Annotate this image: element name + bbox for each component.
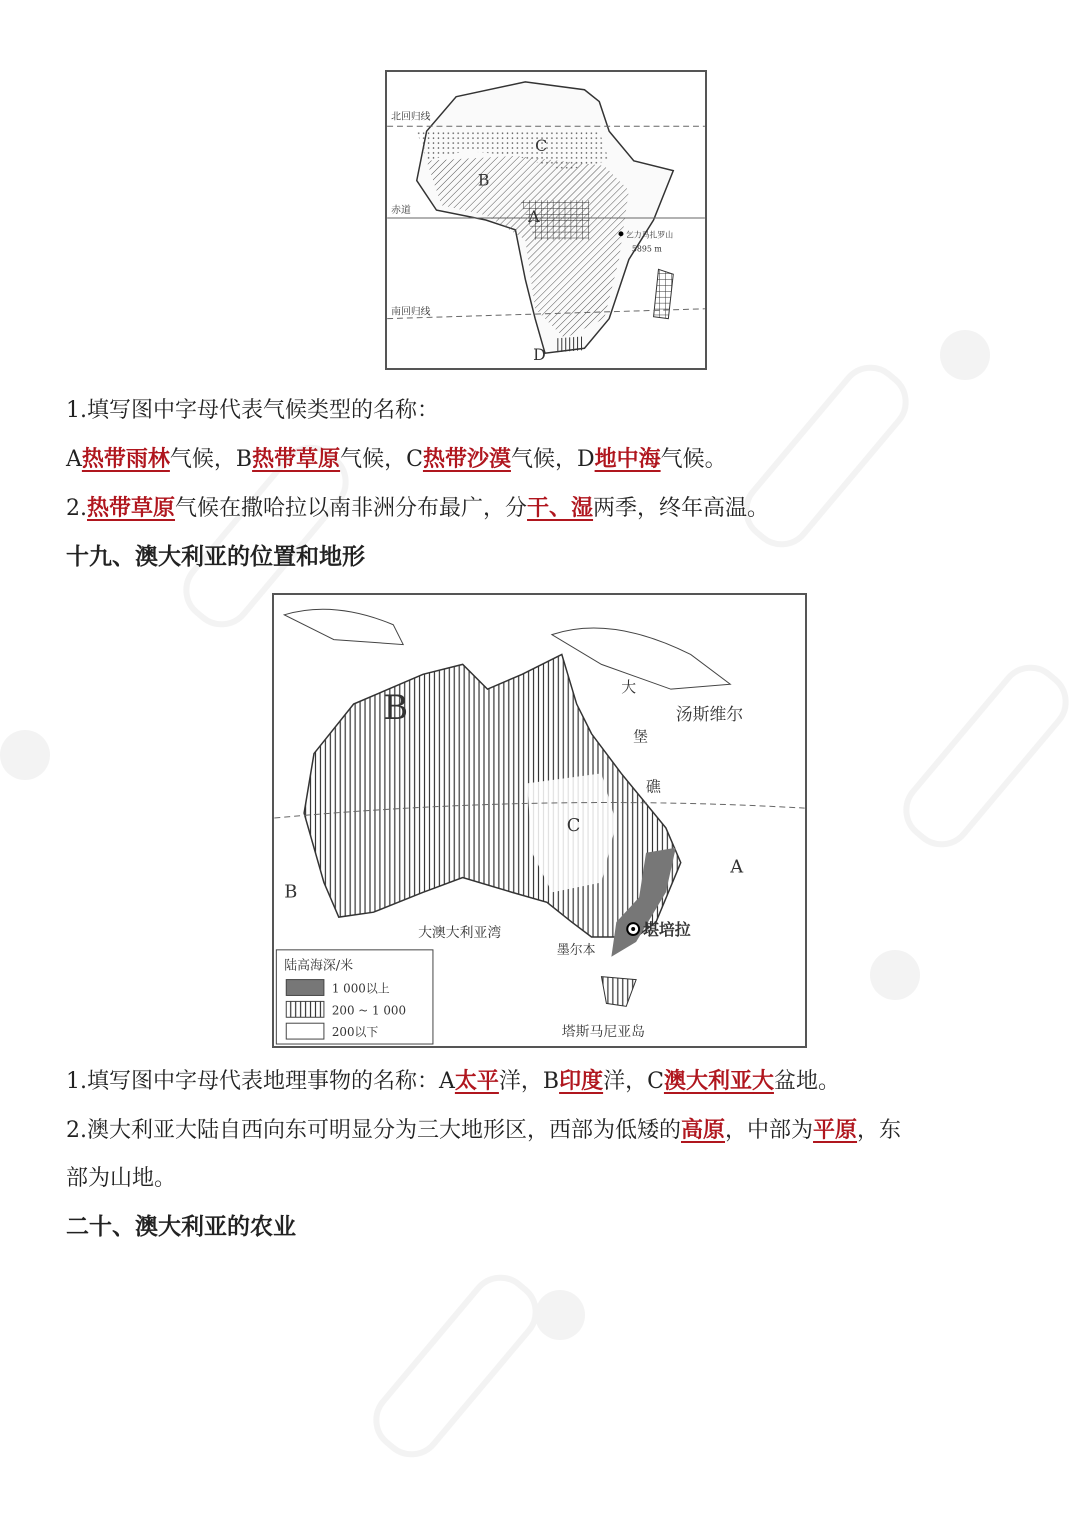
legend-swatch-low	[286, 1023, 324, 1039]
tasmania	[601, 977, 636, 1007]
text: 洋，C	[603, 1069, 664, 1094]
australia-q1	[66, 1066, 840, 1097]
legend-swatch-high	[286, 980, 324, 996]
label-bight: 大澳大利亚湾	[418, 924, 502, 941]
legend-title: 陆高海深/米	[284, 958, 353, 974]
watermark-dot	[0, 730, 50, 780]
australia-map-svg	[274, 595, 805, 1046]
australia-mainland	[304, 654, 681, 936]
canberra-dot	[631, 927, 635, 931]
label-B: B	[477, 170, 490, 190]
africa-q1: 1.填写图中字母代表气候类型的名称：	[66, 398, 439, 423]
watermark-dot	[870, 950, 920, 1000]
australia-terrain-map	[272, 593, 807, 1048]
label-melbourne: 墨尔本	[556, 942, 596, 958]
watermark-dot	[535, 1290, 585, 1340]
legend-swatch-mid	[286, 1001, 324, 1017]
savanna-zone-B	[427, 156, 629, 339]
label-jiao: 礁	[646, 777, 661, 796]
africa-q1-answers	[66, 444, 727, 475]
africa-map-svg	[387, 72, 705, 368]
australia-q2	[66, 1115, 901, 1146]
answer-seasons: 干、湿	[527, 495, 594, 521]
watermark	[360, 1262, 551, 1471]
label-C: C	[566, 814, 581, 836]
text: 盆地。	[773, 1069, 840, 1094]
label-tasmania: 塔斯马尼亚岛	[561, 1024, 645, 1041]
legend-item-mid: 200 ~ 1 000	[331, 1003, 407, 1018]
answer-plain: 平原	[813, 1117, 858, 1143]
answer-C: 热带沙漠	[422, 446, 511, 472]
australia-q2-line2: 部为山地。	[66, 1166, 177, 1191]
section-20-heading: 二十、澳大利亚的农业	[66, 1214, 296, 1240]
label-A: A	[528, 206, 540, 226]
label-equator: 赤道	[391, 205, 411, 217]
label-tropic-north: 北回归线	[391, 111, 431, 123]
text: A	[66, 447, 82, 472]
answer-A: 热带雨林	[81, 446, 170, 472]
legend-item-low: 200以下	[331, 1025, 379, 1040]
legend-item-high: 1 000以上	[331, 981, 390, 996]
text: ，中部为	[725, 1118, 814, 1143]
label-tropic-south: 南回归线	[391, 306, 431, 318]
label-mountain-height: 5895 m	[631, 244, 662, 254]
watermark	[730, 352, 921, 561]
label-bao: 堡	[633, 727, 649, 746]
answer-pacific: 太平	[454, 1068, 499, 1094]
label-C: C	[535, 135, 548, 155]
label-D: D	[533, 345, 546, 365]
label-canberra: 堪培拉	[643, 919, 691, 939]
answer-B: 热带草原	[252, 446, 341, 472]
madagascar	[654, 269, 674, 318]
text: 2.	[66, 496, 87, 521]
text: 气候，C	[340, 447, 423, 472]
text: 两季，终年高温。	[593, 496, 770, 521]
islands	[284, 609, 403, 644]
label-B-top: B	[383, 687, 409, 727]
new-guinea	[552, 628, 730, 689]
text: 气候，B	[169, 447, 253, 472]
label-da: 大	[621, 678, 637, 697]
watermark-dot	[940, 330, 990, 380]
answer-basin: 澳大利亚大	[663, 1068, 774, 1094]
section-19-heading: 十九、澳大利亚的位置和地形	[66, 544, 365, 570]
mountain-marker	[619, 231, 624, 236]
label-A: A	[730, 856, 744, 878]
text: ，东	[857, 1118, 902, 1143]
text: 1.填写图中字母代表地理事物的名称：A	[66, 1069, 455, 1094]
text: 2.澳大利亚大陆自西向东可明显分为三大地形区，西部为低矮的	[66, 1118, 681, 1143]
watermark	[890, 652, 1080, 861]
answer-D: 地中海	[594, 446, 661, 472]
text: 气候。	[660, 447, 727, 472]
africa-q2	[66, 493, 769, 524]
label-mountain: 乞力马扎罗山	[625, 230, 674, 240]
text: 气候在撒哈拉以南非洲分布最广，分	[175, 496, 528, 521]
africa-climate-map	[385, 70, 707, 370]
text: 洋，B	[498, 1069, 560, 1094]
label-B-left: B	[284, 881, 298, 903]
mediterranean-zone-D	[555, 336, 585, 352]
label-townsville: 汤斯维尔	[675, 703, 744, 724]
answer-indian: 印度	[559, 1068, 604, 1094]
answer-savanna: 热带草原	[87, 495, 176, 521]
text: 气候，D	[510, 447, 595, 472]
answer-plateau: 高原	[681, 1117, 726, 1143]
